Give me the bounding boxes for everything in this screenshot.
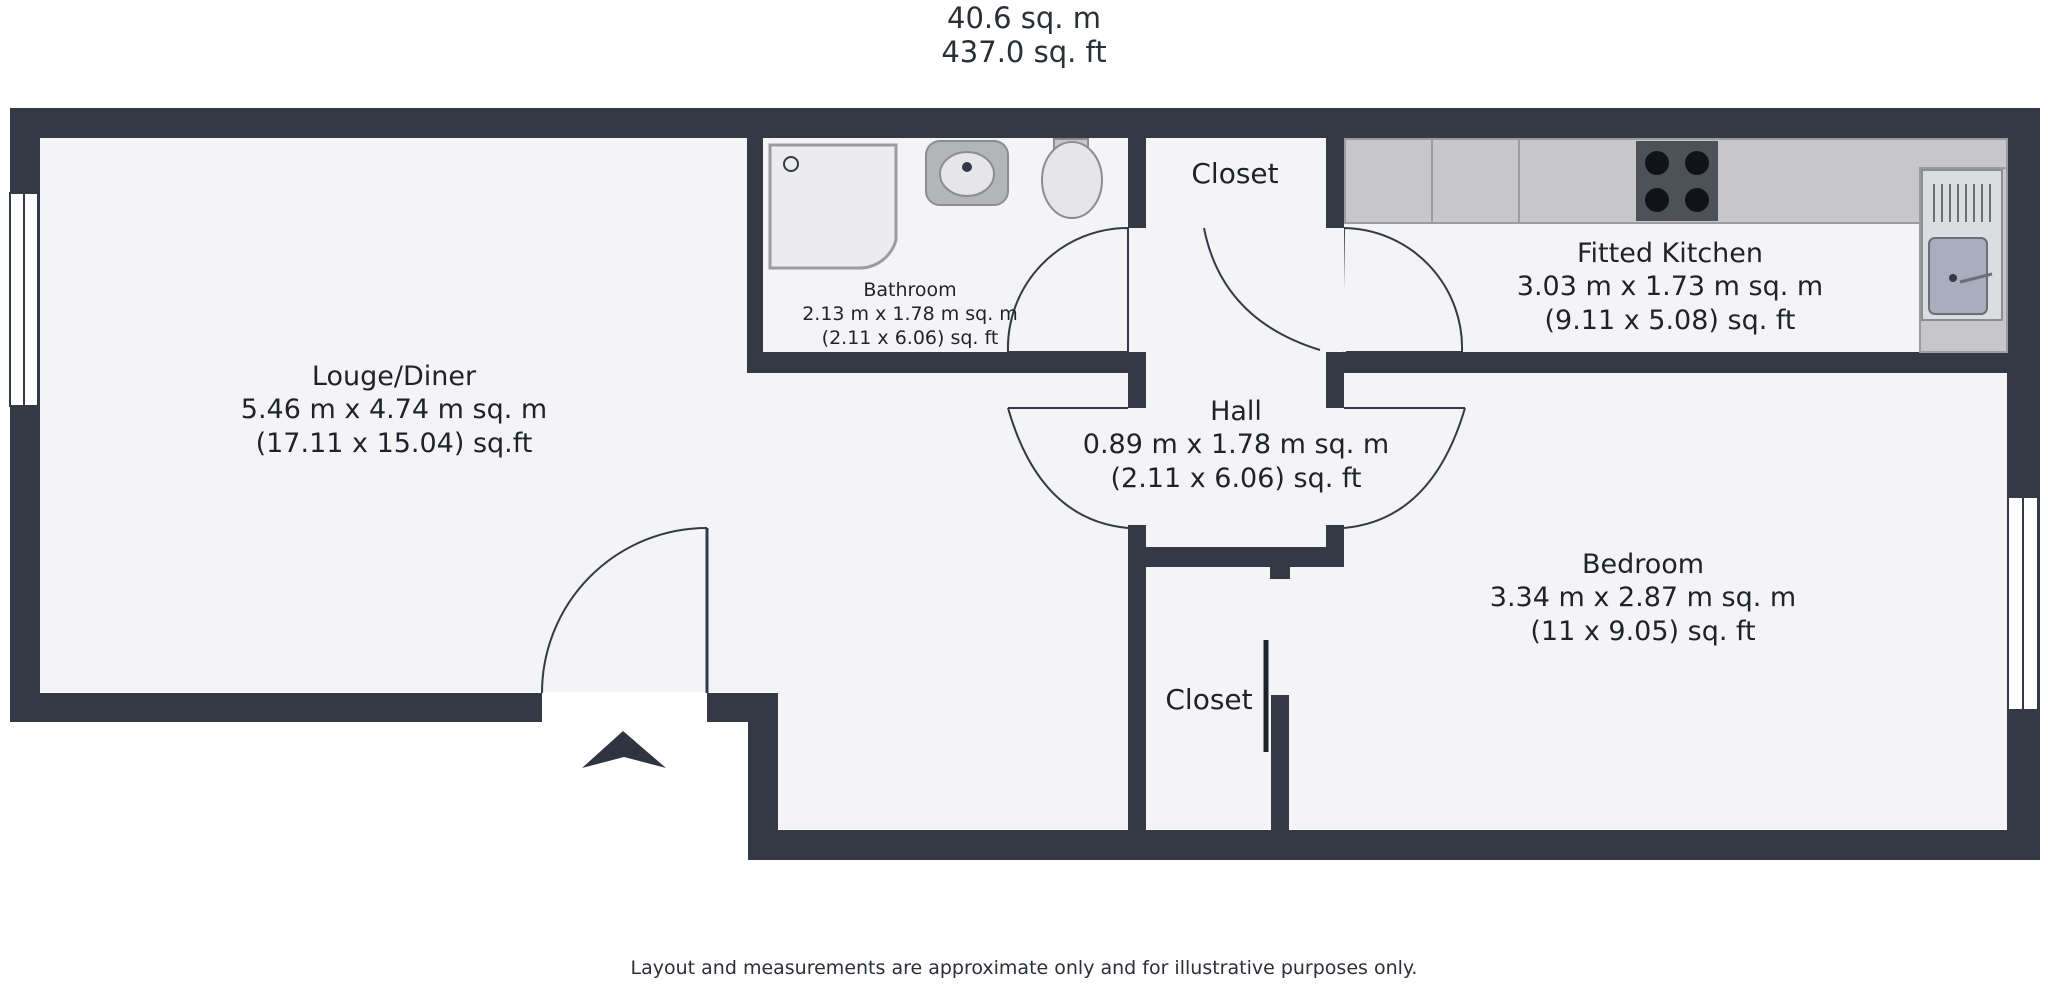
hall-label [1036,395,1436,496]
closet-bottom-label: Closet [1165,683,1253,716]
bathroom-name: Bathroom [863,279,957,301]
hall-name: Hall [1210,396,1262,427]
lounge-imperial: (17.11 x 15.04) sq.ft [255,428,533,459]
kitchen-sink-icon [1922,170,2002,320]
kitchen-name: Fitted Kitchen [1576,238,1764,269]
bathroom-imperial: (2.11 x 6.06) sq. ft [821,327,999,349]
hall-metric: 0.89 m x 1.78 m sq. m [1082,429,1390,460]
kitchen-label [1460,237,1880,338]
bedroom-metric: 3.34 m x 2.87 m sq. m [1489,582,1797,613]
bedroom-imperial: (11 x 9.05) sq. ft [1530,616,1756,647]
bedroom-label [1443,548,1843,649]
entrance-arrow-icon [582,731,666,768]
washbasin-icon [926,141,1008,205]
shower-icon [770,145,896,268]
total-area-sqft: 437.0 sq. ft [941,35,1107,69]
bedroom-name: Bedroom [1581,549,1705,580]
lounge-metric: 5.46 m x 4.74 m sq. m [240,394,548,425]
disclaimer: Layout and measurements are approximate only and for illustrative purposes only. [630,957,1418,979]
closet-top-label: Closet [1191,157,1279,190]
lounge-label [194,360,594,461]
bathroom-label [760,278,1060,350]
kitchen-metric: 3.03 m x 1.73 m sq. m [1516,271,1824,302]
lounge-name: Louge/Diner [311,361,477,392]
hob-icon [1636,141,1718,221]
bathroom-metric: 2.13 m x 1.78 m sq. m [802,303,1018,325]
hall-imperial: (2.11 x 6.06) sq. ft [1110,463,1362,494]
kitchen-imperial: (9.11 x 5.08) sq. ft [1544,305,1796,336]
total-area-sqm: 40.6 sq. m [947,1,1101,35]
